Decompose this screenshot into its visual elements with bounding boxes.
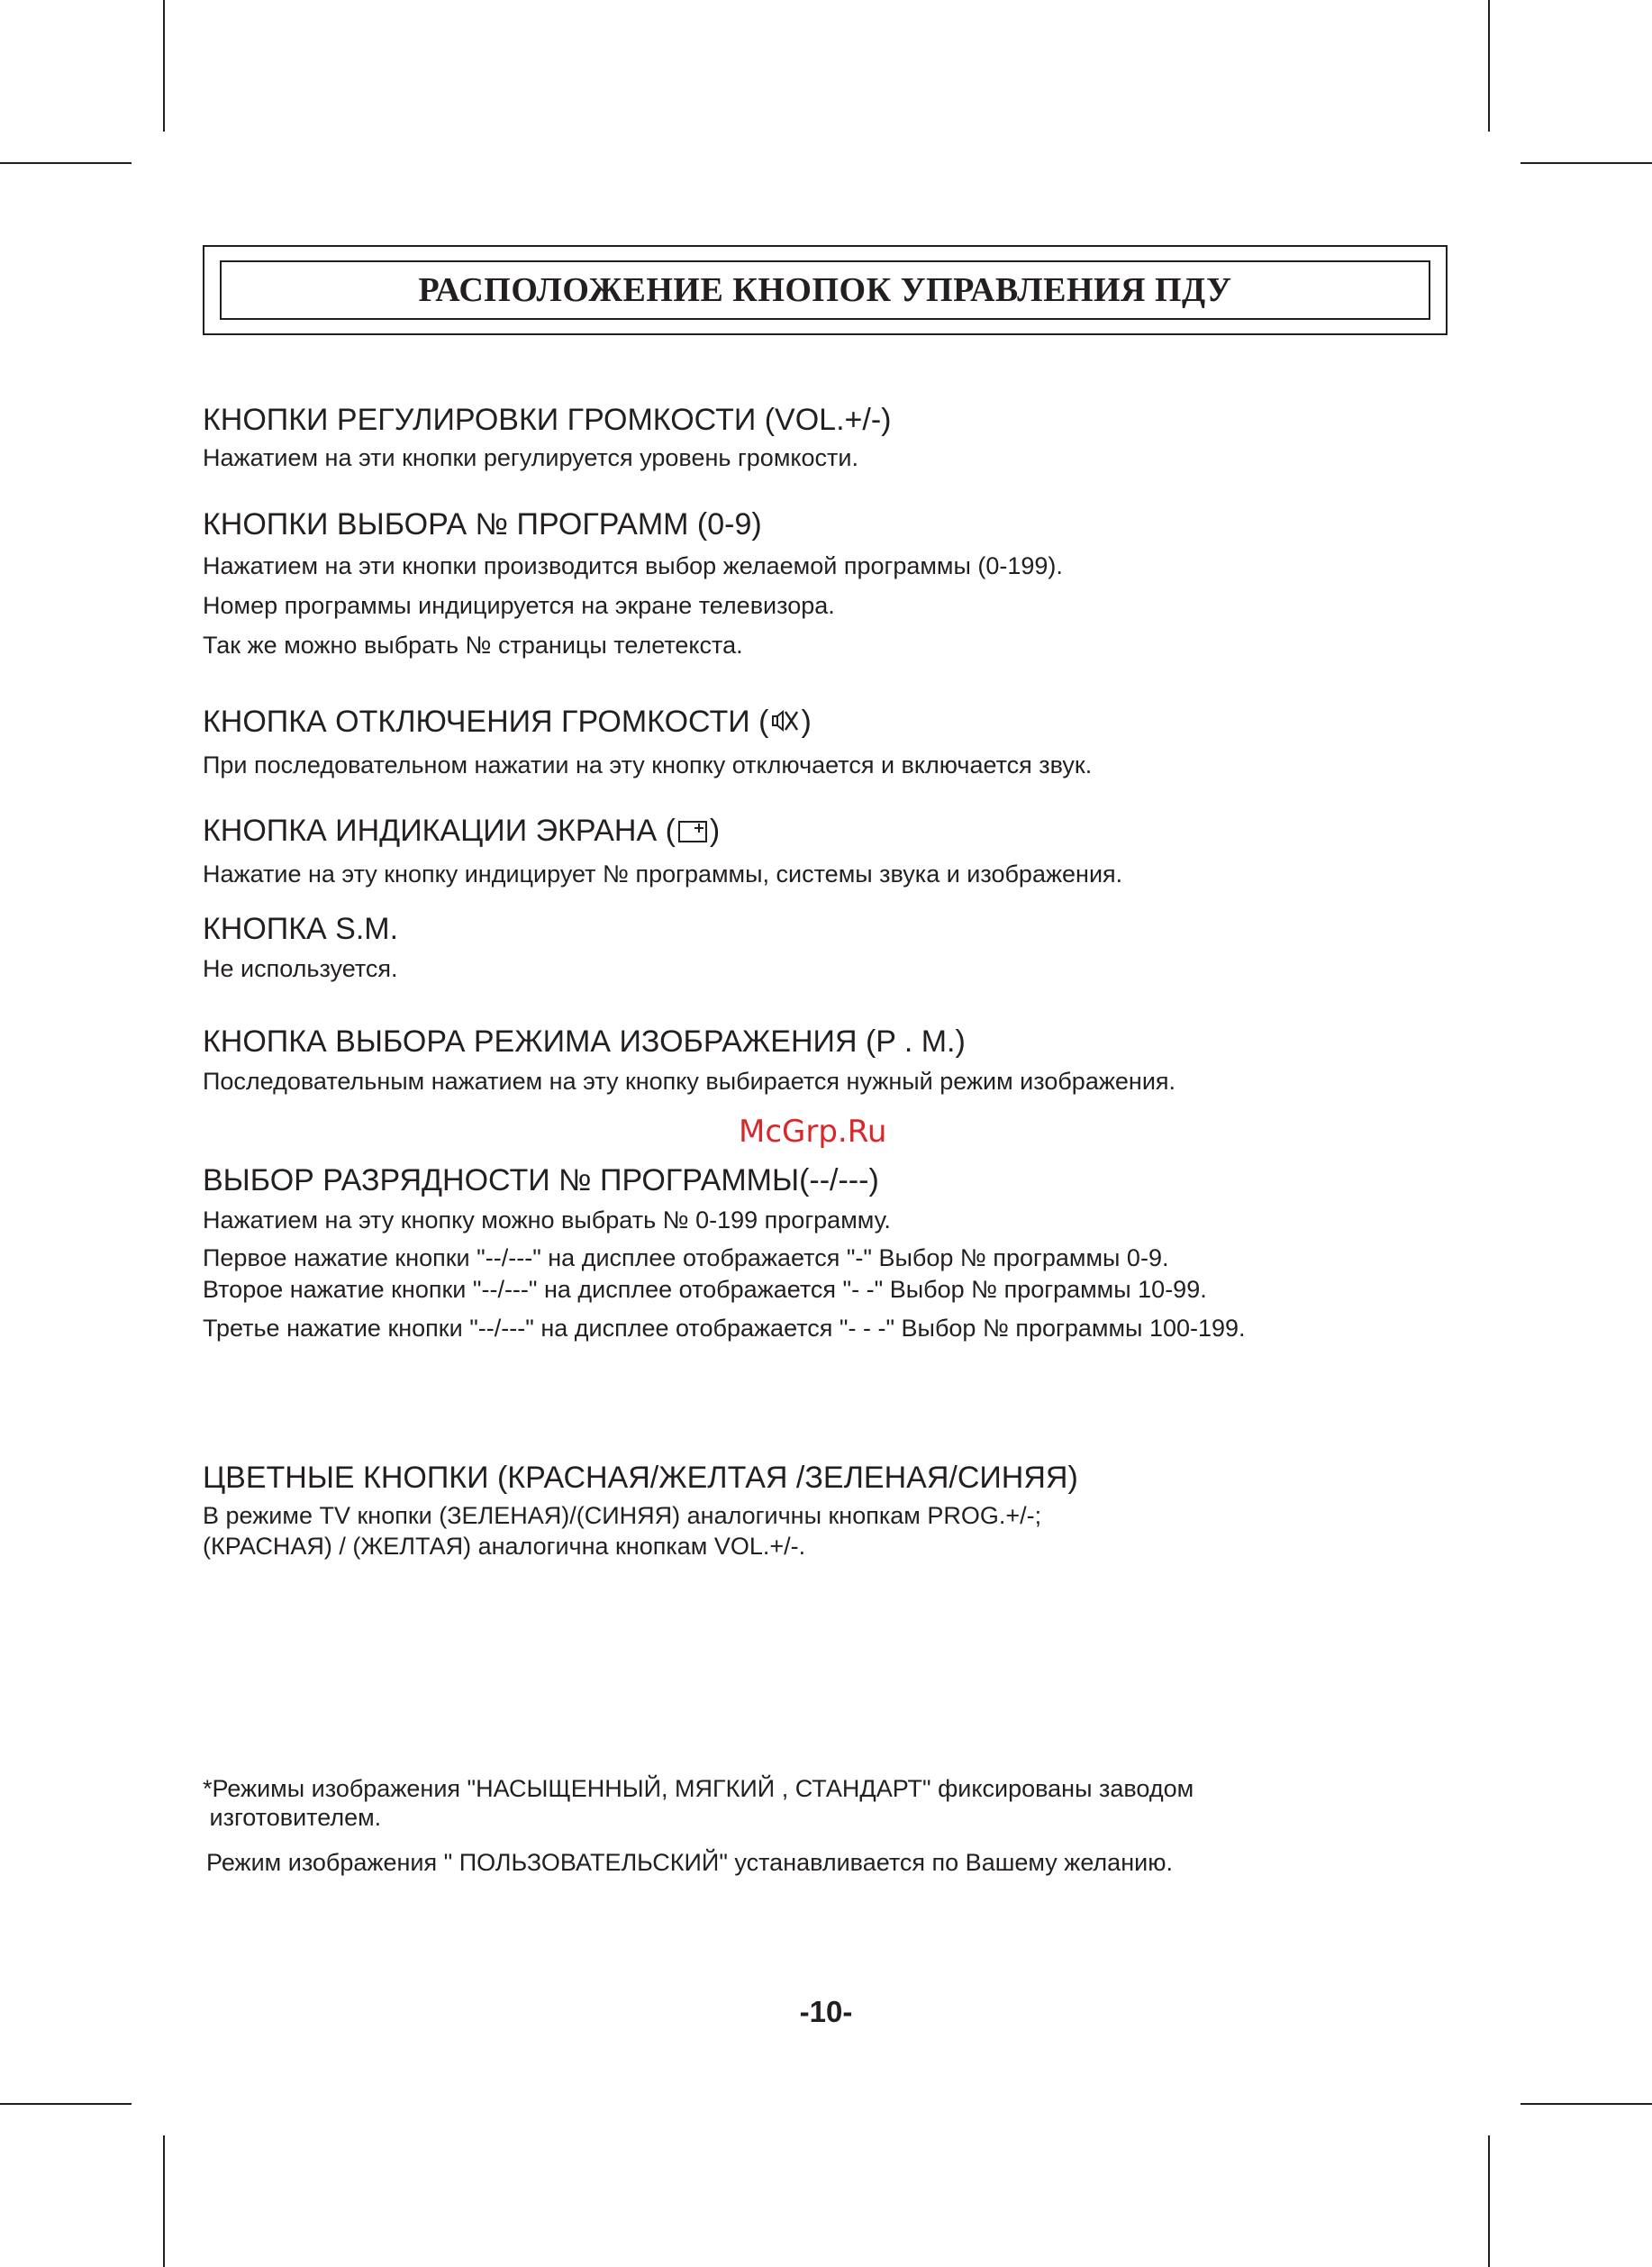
section-color-buttons [203,1460,1078,1561]
section-text: Второе нажатие кнопки "--/---" на дисплее отображается "- -" Выбор № программы 10-99. [203,1276,1207,1303]
crop-mark [1520,162,1652,164]
section-text: Нажатием на эту кнопку можно выбрать № 0-199 программу. [203,1206,891,1234]
section-text: Третье нажатие кнопки "--/---" на дисплее отображается "- - -" Выбор № программы 100-199. [203,1315,1246,1342]
title-frame [203,245,1448,335]
heading-text: КНОПКА ОТКЛЮЧЕНИЯ ГРОМКОСТИ ( [203,705,769,739]
section-sm [203,911,398,983]
footnote-text: изготовителем. [203,1804,382,1831]
section-digits [203,1162,1246,1343]
heading-text: ) [801,705,812,739]
title-frame-inner [220,260,1430,320]
mute-icon [770,706,799,743]
section-volume [203,402,891,472]
section-text: Нажатием на эти кнопки производится выбор желаемой программы (0-199). [203,552,1063,579]
section-text: При последовательном нажатии на эту кнопку отключается и включается звук. [203,751,1093,778]
section-heading [203,813,1122,852]
footnote-text: *Режимы изображения "НАСЫЩЕННЫЙ, МЯГКИЙ , СТАНДАРТ" фиксированы заводом [203,1775,1194,1802]
section-display [203,813,1122,888]
watermark: McGrp.Ru [739,1114,887,1150]
section-text: Так же можно выбрать № страницы телетекста. [203,632,743,659]
crop-mark [0,162,132,164]
crop-mark [1520,2103,1652,2105]
section-text: Первое нажатие кнопки "--/---" на дисплее отображается "-" Выбор № программы 0-9. [203,1244,1169,1271]
section-text: Не используется. [203,955,398,982]
crop-mark [163,2135,165,2267]
heading-text: КНОПКА ИНДИКАЦИИ ЭКРАНА ( [203,814,676,848]
footnote-text: Режим изображения " ПОЛЬЗОВАТЕЛЬСКИЙ" устанавливается по Вашему желанию. [206,1849,1173,1876]
display-info-icon [677,816,708,852]
section-heading: КНОПКИ ВЫБОРА № ПРОГРАММ (0-9) [203,507,762,542]
section-heading [203,704,1092,743]
heading-text: ) [709,814,721,848]
crop-mark [163,0,165,132]
page-title: РАСПОЛОЖЕНИЕ КНОПОК УПРАВЛЕНИЯ ПДУ [418,271,1232,309]
section-heading: КНОПКА ВЫБОРА РЕЖИМА ИЗОБРАЖЕНИЯ (P . M.) [203,1024,966,1059]
section-program-select [203,506,1063,660]
crop-mark [1488,0,1490,132]
section-mute [203,704,1092,779]
section-text: Нажатием на эти кнопки регулируется уровень громкости. [203,444,858,471]
section-text: (КРАСНАЯ) / (ЖЕЛТАЯ) аналогична кнопкам VOL.+/-. [203,1533,806,1560]
section-heading: ЦВЕТНЫЕ КНОПКИ (КРАСНАЯ/ЖЕЛТАЯ /ЗЕЛЕНАЯ/СИНЯЯ) [203,1461,1078,1495]
section-text: Последовательным нажатием на эту кнопку выбирается нужный режим изображения. [203,1068,1176,1095]
section-text: Нажатие на эту кнопку индицирует № программы, системы звука и изображения. [203,860,1123,888]
crop-mark [1488,2135,1490,2267]
crop-mark [0,2103,132,2105]
page-number: -10- [799,1995,853,2028]
section-text: Номер программы индицируется на экране телевизора. [203,592,835,619]
section-text: В режиме TV кнопки (ЗЕЛЕНАЯ)/(СИНЯЯ) аналогичны кнопкам PROG.+/-; [203,1502,1042,1529]
footnote [203,1774,1194,1877]
section-heading: ВЫБОР РАЗРЯДНОСТИ № ПРОГРАММЫ(--/---) [203,1163,879,1197]
section-heading: КНОПКА S.M. [203,912,399,946]
section-picture-mode [203,1024,1175,1096]
section-heading: КНОПКИ РЕГУЛИРОВКИ ГРОМКОСТИ (VOL.+/-) [203,403,892,437]
